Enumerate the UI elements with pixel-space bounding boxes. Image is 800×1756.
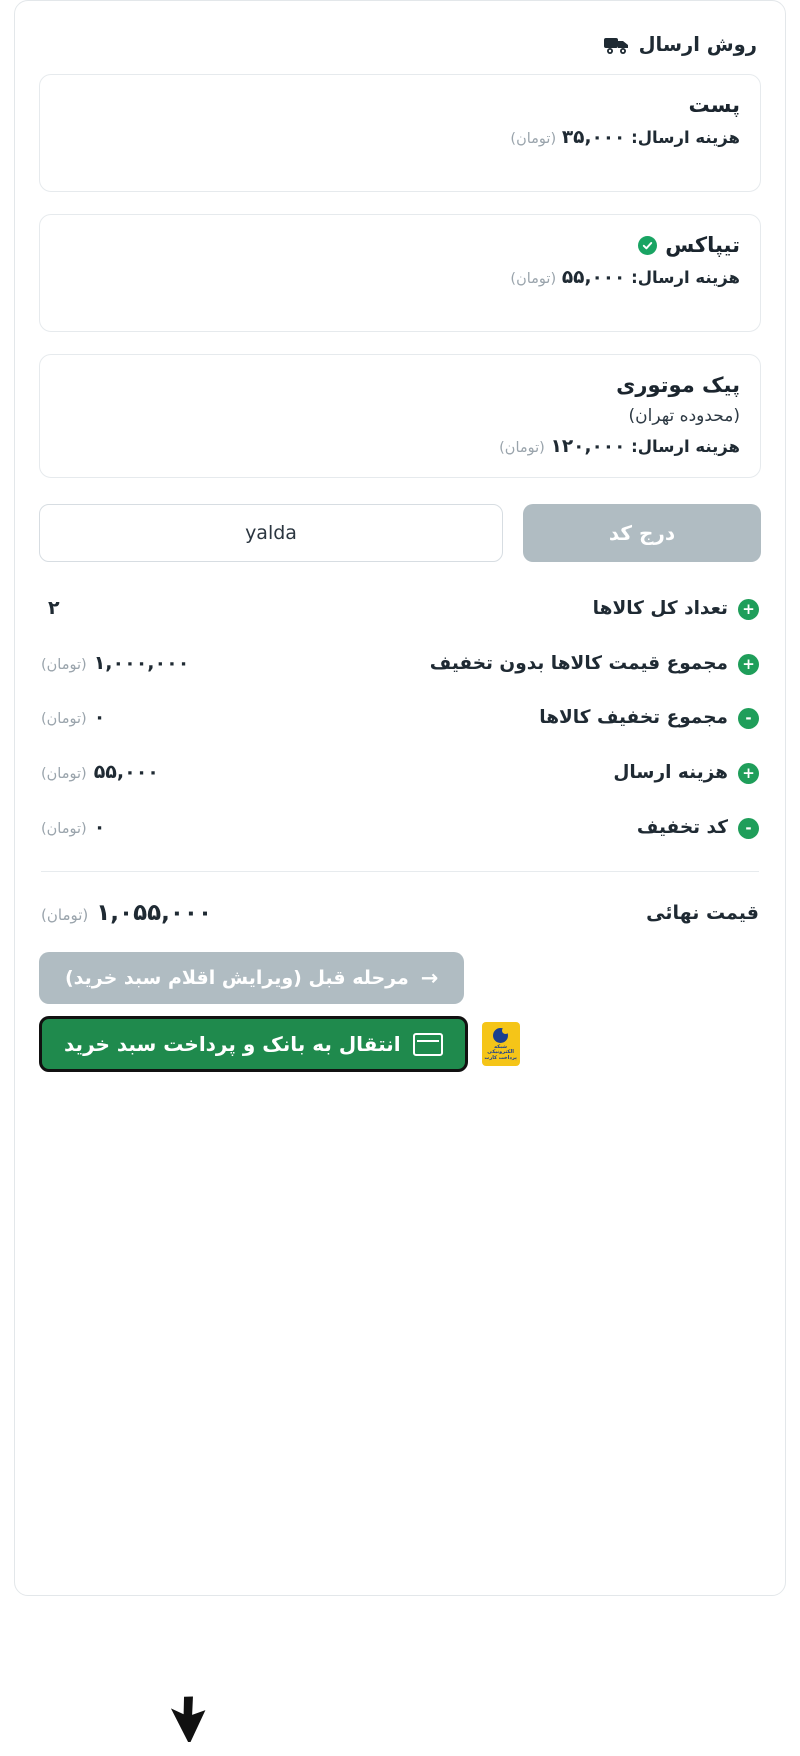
shipping-section-header xyxy=(39,33,757,56)
pay-button-label: انتقال به بانک و پرداخت سبد خرید xyxy=(64,1032,401,1057)
summary-row-unit: (تومان) xyxy=(41,820,87,837)
shipping-option-title-row xyxy=(60,233,740,257)
final-price-label: قیمت نهائی xyxy=(646,902,759,925)
summary-row-label-wrap xyxy=(637,814,759,843)
shipping-option-name: تیپاکس xyxy=(665,233,740,257)
summary-row-label: مجموع قیمت کالاها بدون تخفیف xyxy=(429,652,728,674)
summary-row xyxy=(39,582,761,637)
minus-circle-icon: - xyxy=(738,818,759,839)
shipping-section-title: روش ارسال xyxy=(638,33,757,56)
order-summary xyxy=(39,582,761,936)
shipping-cost-unit: (تومان) xyxy=(499,440,545,456)
summary-row-unit: (تومان) xyxy=(41,656,87,673)
shipping-option-note: (محدوده تهران) xyxy=(628,406,740,426)
summary-row-label: هزینه ارسال xyxy=(613,762,728,784)
summary-row-value-wrap xyxy=(41,814,105,838)
summary-row-label: تعداد کل کالاها xyxy=(592,598,728,619)
minus-circle-icon: - xyxy=(738,708,759,729)
final-price-row xyxy=(39,882,761,936)
summary-row-value: ۰ xyxy=(93,815,106,838)
summary-row-unit: (تومان) xyxy=(41,766,87,783)
shipping-cost-amount: ۳۵,۰۰۰ xyxy=(561,127,626,148)
coupon-input[interactable] xyxy=(39,504,503,562)
truck-icon xyxy=(604,35,630,55)
summary-row-value-wrap xyxy=(41,650,189,674)
checkout-card xyxy=(14,0,786,1596)
previous-step-button[interactable] xyxy=(39,952,464,1004)
shipping-cost-label: هزینه ارسال: xyxy=(631,268,740,287)
plus-circle-icon: + xyxy=(738,654,759,675)
final-price-value: ۱,۰۵۵,۰۰۰ xyxy=(96,900,212,927)
shipping-option-cost xyxy=(60,267,740,288)
summary-row-value-wrap xyxy=(41,595,60,619)
coupon-row xyxy=(39,504,761,562)
shipping-cost-label: هزینه ارسال: xyxy=(631,437,740,456)
summary-row xyxy=(39,637,761,692)
pay-button-wrap xyxy=(39,1016,520,1072)
summary-row-value-wrap xyxy=(41,759,159,783)
apply-coupon-button[interactable]: درج کد xyxy=(523,504,761,562)
summary-row-label: کد تخفیف xyxy=(636,816,728,838)
shipping-option-title-row xyxy=(60,93,740,117)
shipping-cost-unit: (تومان) xyxy=(510,131,557,147)
shipping-option-name: پیک موتوری xyxy=(616,373,740,397)
shipping-cost-unit: (تومان) xyxy=(510,271,557,287)
shetab-caption: شبکه الکترونیکی پرداخت کارت xyxy=(484,1043,517,1061)
final-price-unit: (تومان) xyxy=(41,906,89,925)
previous-step-label: مرحله قبل (ویرایش اقلام سبد خرید) xyxy=(65,967,409,990)
summary-row-label-wrap xyxy=(430,650,759,679)
credit-card-icon xyxy=(413,1033,443,1056)
mouse-cursor xyxy=(163,1690,207,1742)
shipping-option-tipax[interactable] xyxy=(39,214,761,332)
summary-row-value: ۲ xyxy=(48,597,60,619)
summary-row-value: ۱,۰۰۰,۰۰۰ xyxy=(93,651,190,674)
shipping-option-cost xyxy=(60,127,740,148)
summary-row-label-wrap xyxy=(613,759,759,788)
summary-divider xyxy=(41,871,759,872)
summary-row-label: مجموع تخفیف کالاها xyxy=(539,707,728,729)
summary-row-unit: (تومان) xyxy=(41,711,87,728)
shipping-cost-amount: ۱۲۰,۰۰۰ xyxy=(550,436,626,457)
shipping-option-motorcycle[interactable] xyxy=(39,354,761,478)
shipping-option-post[interactable] xyxy=(39,74,761,192)
shipping-cost-label: هزینه ارسال: xyxy=(631,128,740,147)
final-price-value-wrap xyxy=(41,900,212,926)
shipping-cost-amount: ۵۵,۰۰۰ xyxy=(561,267,626,288)
shipping-option-cost xyxy=(60,436,740,457)
shetab-logo-icon xyxy=(482,1022,520,1066)
checkout-actions xyxy=(39,952,761,1090)
summary-row-label-wrap xyxy=(539,704,759,733)
shetab-mark xyxy=(493,1028,508,1043)
summary-row-value: ۵۵,۰۰۰ xyxy=(93,761,159,784)
summary-row-value-wrap xyxy=(41,704,105,728)
plus-circle-icon: + xyxy=(738,599,759,620)
summary-row-value: ۰ xyxy=(93,706,106,729)
summary-row xyxy=(39,691,761,746)
shipping-option-name: پست xyxy=(688,93,740,117)
arrow-right-icon: → xyxy=(420,965,439,990)
summary-row xyxy=(39,746,761,801)
plus-circle-icon: + xyxy=(738,763,759,784)
shipping-option-title-row xyxy=(60,373,740,397)
check-circle-icon xyxy=(638,236,657,255)
summary-row xyxy=(39,801,761,856)
summary-row-label-wrap xyxy=(593,595,759,624)
pay-button[interactable] xyxy=(39,1016,468,1072)
